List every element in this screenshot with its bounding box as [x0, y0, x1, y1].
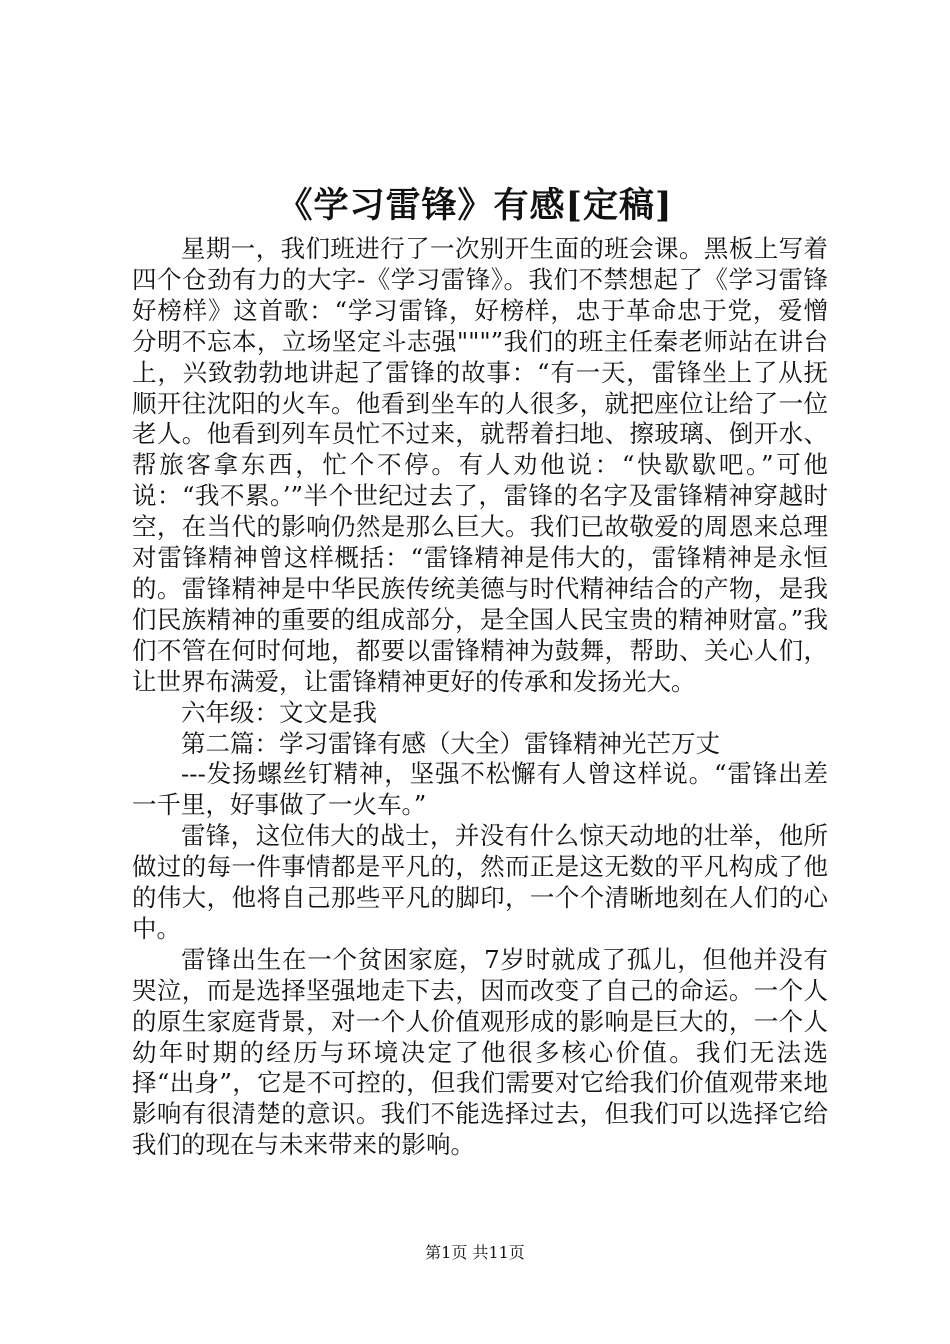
paragraph-6: 雷锋出生在一个贫困家庭，7岁时就成了孤儿，但他并没有哭泣，而是选择坚强地走下去，因而改变了自己的命运。一个人的原生家庭背景，对一个人价值观形成的影响是巨大的，一个人幼年时期的经历与环境决定了他很多核心价值。我们无法选择“出身”，它是不可控的，但我们需要对它给我们价值观带来地影响有很清楚的意识。我们不能选择过去，但我们可以选择它给我们的现在与未来带来的影响。	[132, 944, 828, 1160]
page-number-footer: 第1页 共11页	[425, 1243, 525, 1262]
paragraph-1: 星期一，我们班进行了一次别开生面的班会课。黑板上写着四个仓劲有力的大字-《学习雷锋》。我们不禁想起了《学习雷锋好榜样》这首歌：“学习雷锋，好榜样，忠于革命忠于党，爱憎分明不忘本，立场坚定斗志强"""”我们的班主任秦老师站在讲台上，兴致勃勃地讲起了雷锋的故事：“有一天，雷锋坐上了从抚顺开往沈阳的火车。他看到坐车的人很多，就把座位让给了一位老人。他看到列车员忙不过来，就帮着扫地、擦玻璃、倒开水、帮旅客拿东西，忙个不停。有人劝他说：“快歇歇吧。”可他说：“我不累。’”半个世纪过去了，雷锋的名字及雷锋精神穿越时空，在当代的影响仍然是那么巨大。我们已故敬爱的周恩来总理对雷锋精神曾这样概括：“雷锋精神是伟大的，雷锋精神是永恒的。雷锋精神是中华民族传统美德与时代精神结合的产物，是我们民族精神的重要的组成部分，是全国人民宝贵的精神财富。”我们不管在何时何地，都要以雷锋精神为鼓舞，帮助、关心人们，让世界布满爱，让雷锋精神更好的传承和发扬光大。	[132, 234, 828, 696]
paragraph-2: 六年级：文文是我	[181, 697, 377, 727]
document-body	[132, 234, 828, 1161]
paragraph-5: 雷锋，这位伟大的战士，并没有什么惊天动地的壮举，他所做过的每一件事情都是平凡的，然而正是这无数的平凡构成了他的伟大，他将自己那些平凡的脚印，一个个清晰地刻在人们的心中。	[132, 821, 828, 943]
document-title: 《学习雷锋》有感[定稿]	[277, 185, 673, 226]
paragraph-3: 第二篇：学习雷锋有感（大全）雷锋精神光芒万丈	[181, 728, 720, 758]
paragraph-4: ---发扬螺丝钉精神，坚强不松懈有人曾这样说。“雷锋出差一千里，好事做了一火车。”	[132, 759, 828, 820]
